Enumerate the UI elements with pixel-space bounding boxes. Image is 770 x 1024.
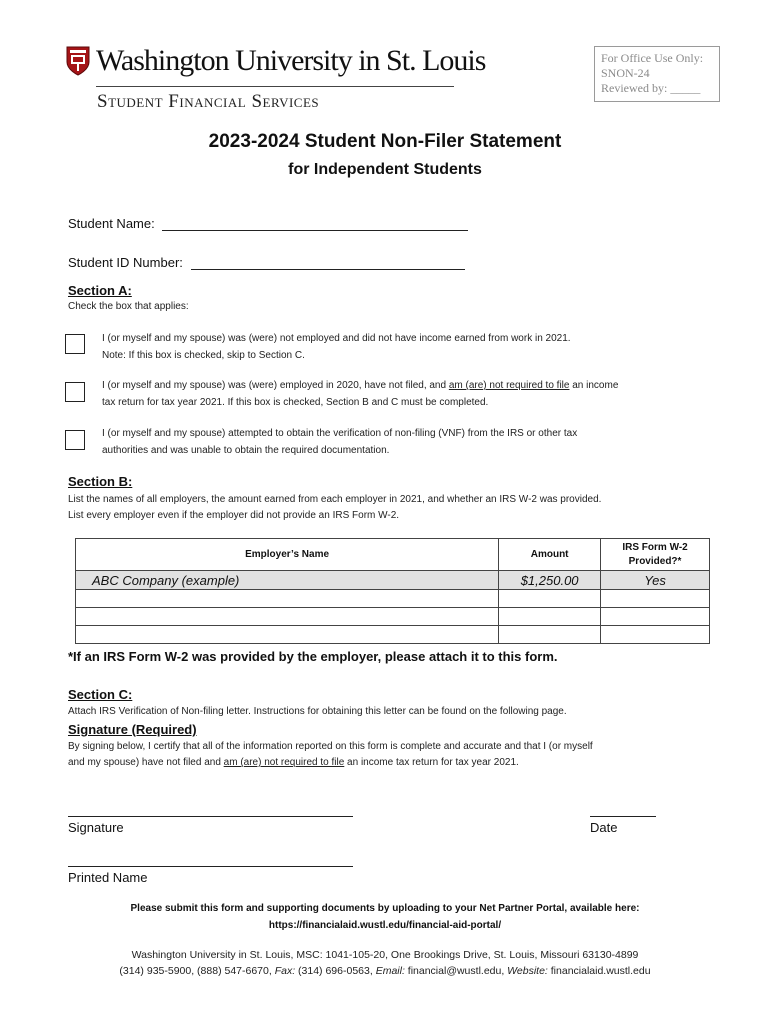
signature-heading: Signature (Required) (68, 722, 197, 737)
date-line[interactable] (590, 816, 656, 817)
logo-divider (96, 86, 454, 87)
submit-instructions (0, 900, 770, 934)
section-b-instruction (68, 492, 601, 524)
department-name: Student Financial Services (97, 91, 320, 112)
table-row (76, 590, 710, 608)
option-text-line: Note: If this box is checked, skip to Section C. (102, 349, 305, 361)
certification-text (68, 739, 593, 771)
student-name-field[interactable] (162, 218, 468, 231)
checkbox-employed-not-required[interactable] (65, 382, 85, 402)
employers-table (75, 538, 710, 644)
certification-line (68, 755, 593, 771)
amount-cell[interactable] (499, 626, 601, 644)
footer-email[interactable]: financial@wustl.edu, (404, 965, 508, 977)
section-a-heading: Section A: (68, 283, 132, 298)
student-id-field[interactable] (191, 257, 465, 270)
amount-cell[interactable] (499, 590, 601, 608)
footer-contact-line (0, 963, 770, 979)
date-label: Date (590, 820, 618, 835)
option-not-employed (102, 331, 722, 364)
col-header-amount: Amount (499, 539, 601, 571)
employer-cell[interactable] (76, 626, 499, 644)
student-id-label: Student ID Number: (68, 255, 183, 270)
certification-line: By signing below, I certify that all of the information reported on this form is complete and accurate and that I (or myself (68, 741, 593, 752)
footer-fax: (314) 696-0563, (295, 965, 376, 977)
printed-name-line[interactable] (68, 866, 353, 867)
option-vnf-unable (102, 426, 722, 459)
certification-underlined-text: am (are) not required to file (223, 757, 345, 768)
option-text-line: I (or myself and my spouse) was (were) not employed and did not have income earned from work in 2021. (102, 333, 571, 344)
w2-cell[interactable] (601, 608, 710, 626)
w2-cell[interactable] (601, 590, 710, 608)
submit-text: Please submit this form and supporting documents by uploading to your Net Partner Portal, available here: (130, 903, 640, 914)
example-employer: ABC Company (example) (76, 571, 499, 590)
option-employed-not-required (102, 378, 722, 411)
table-row-example (76, 571, 710, 590)
checkbox-vnf-unable[interactable] (65, 430, 85, 450)
certification-text-part: and my spouse) have not filed and (68, 757, 224, 768)
table-row (76, 608, 710, 626)
section-c-instruction: Attach IRS Verification of Non-filing letter. Instructions for obtaining this letter can be found on the following page. (68, 706, 567, 717)
page-title: 2023-2024 Student Non-Filer Statement (208, 131, 562, 152)
example-amount: $1,250.00 (499, 571, 601, 590)
office-use-label: For Office Use Only: (601, 51, 704, 65)
w2-cell[interactable] (601, 626, 710, 644)
section-b-heading: Section B: (68, 474, 133, 489)
section-a-instruction: Check the box that applies: (68, 301, 189, 312)
footer-address: Washington University in St. Louis, MSC: 1041-105-20, One Brookings Drive, St. Louis, Missouri 63130-4899 (131, 949, 639, 961)
option-text-line (102, 378, 722, 395)
employer-cell[interactable] (76, 608, 499, 626)
instruction-line: List every employer even if the employer did not provide an IRS Form W-2. (68, 510, 400, 521)
website-label: Website: (507, 965, 548, 977)
email-label: Email: (375, 965, 405, 977)
checkbox-not-employed[interactable] (65, 334, 85, 354)
portal-link[interactable]: https://financialaid.wustl.edu/financial-aid-portal/ (268, 920, 502, 931)
option-text-line: authorities and was unable to obtain the required documentation. (102, 444, 390, 456)
student-id-row (68, 255, 465, 270)
university-shield-icon (66, 46, 90, 76)
office-use-box (594, 46, 720, 102)
student-name-row (68, 216, 468, 231)
certification-text-part: an income tax return for tax year 2021. (344, 757, 519, 768)
option-text-line: tax return for tax year 2021. If this box is checked, Section B and C must be completed. (102, 396, 489, 408)
col-header-employer: Employer’s Name (76, 539, 499, 571)
option-text-line: I (or myself and my spouse) attempted to obtain the verification of non-filing (VNF) from the IRS or other tax (102, 428, 578, 439)
reviewed-by: Reviewed by: _____ (601, 81, 701, 95)
table-row (76, 626, 710, 644)
table-header-row (76, 539, 710, 571)
amount-cell[interactable] (499, 608, 601, 626)
instruction-line: List the names of all employers, the amount earned from each employer in 2021, and whether an IRS W-2 was provided. (68, 494, 602, 505)
signature-line[interactable] (68, 816, 353, 817)
footer-contact (0, 947, 770, 979)
page-subtitle: for Independent Students (288, 161, 482, 178)
form-code: SNON-24 (601, 66, 650, 80)
student-name-label: Student Name: (68, 216, 155, 231)
example-w2: Yes (601, 571, 710, 590)
w2-footnote: *If an IRS Form W-2 was provided by the employer, please attach it to this form. (68, 649, 558, 664)
col-header-w2: IRS Form W-2 Provided?* (601, 539, 710, 571)
section-c-heading: Section C: (68, 687, 133, 702)
printed-name-label: Printed Name (68, 870, 148, 885)
university-logo (66, 46, 485, 76)
footer-phones: (314) 935-5900, (888) 547-6670, (119, 965, 275, 977)
option-underlined-text: am (are) not required to file (448, 380, 570, 391)
signature-label: Signature (68, 820, 124, 835)
option-text: I (or myself and my spouse) was (were) employed in 2020, have not filed, and (102, 380, 449, 391)
footer-website[interactable]: financialaid.wustl.edu (547, 965, 651, 977)
fax-label: Fax: (274, 965, 296, 977)
university-name: Washington University in St. Louis (96, 44, 486, 77)
employer-cell[interactable] (76, 590, 499, 608)
option-text: an income (569, 380, 619, 391)
